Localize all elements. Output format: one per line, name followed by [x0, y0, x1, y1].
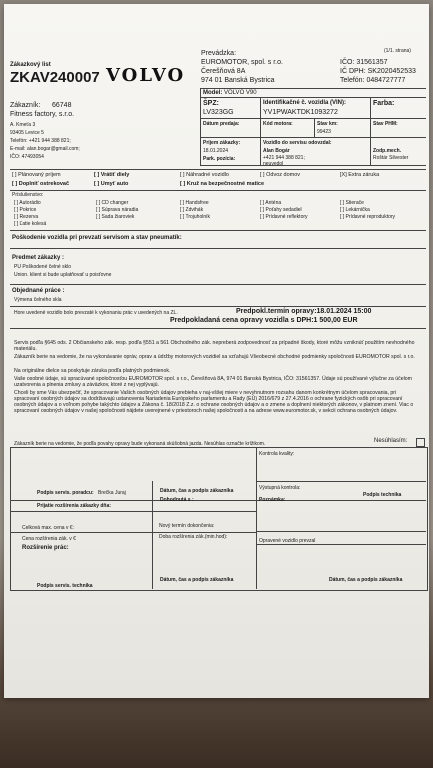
receiver-dic: IČ DPH: SK2020452533: [340, 68, 416, 75]
acc-alloys[interactable]: [ ] Ľatie kolesá: [14, 221, 47, 227]
customer-street: A. Kmeťa 3: [10, 122, 36, 128]
receiver-phone: Telefón: 0484727777: [340, 77, 406, 84]
service-technician-signature-label: Podpis servis. technika: [37, 583, 93, 589]
option-drive-home[interactable]: [ ] Odvoz domov: [260, 172, 301, 178]
customer-id: 66748: [52, 102, 72, 109]
disagree-label: Nesúhlasím:: [374, 438, 408, 444]
receiver-ico: IČO: 31561357: [340, 59, 388, 66]
option-planned-intake[interactable]: [ ] Plánovaný príjem: [12, 172, 61, 178]
customer-date-signature-3: Dátum, čas a podpis zákazníka: [329, 577, 403, 583]
intake-date: 18.01.2024: [203, 148, 229, 154]
technician-signature-label: Podpis technika: [363, 492, 402, 498]
customer-phone: Telefón: +421 944 388 821;: [10, 138, 71, 144]
spz-label: ŠPZ:: [203, 100, 219, 107]
option-refill-washer[interactable]: [ ] Doplniť ostrekovač: [12, 181, 70, 187]
extension-price-label: Cena rozšírenia zák. v €: [22, 536, 76, 542]
acc-spare[interactable]: [ ] Rezerva: [14, 214, 39, 220]
customer-ico: IČO: 47493054: [10, 154, 44, 160]
repair-handover-label: Opravené vozidlo prevzal: [259, 538, 316, 544]
damage-label: Poškodenie vozidla pri prevzatí servisom a stav pneumatík:: [12, 235, 182, 241]
acc-handsfree[interactable]: [ ] Handsfree: [180, 200, 209, 206]
km-value: 99423: [317, 129, 331, 135]
signoff-table: [10, 447, 428, 591]
legal-paragraph-3: Na originálne dielce sa poskytuje záruka podľa platných podmienok.: [14, 368, 171, 374]
customer-date-signature: Dátum, čas a podpis zákazníka: [160, 488, 234, 494]
acc-seat-covers[interactable]: [ ] Poťahy sedadiel: [260, 207, 302, 213]
km-label: Stav km:: [317, 121, 338, 127]
total-price-label: Celková max. cena v €:: [22, 525, 74, 531]
order-number: ZKAV240007: [10, 69, 100, 86]
receiver-street: Čerešňová 8A: [201, 68, 246, 75]
agreed-with-label: Dohodnutá s :: [160, 497, 194, 503]
driver-name: Alan Bogár: [263, 148, 290, 154]
driver-label: Vozidlo do servisu odovzdal:: [263, 140, 332, 146]
legal-paragraph-5: Chceli by sme Vás ubezpečiť, že spracovanie Vašich osobných údajov prebieha v naj-vššej miere v nevyhnutnom rozsahu danom konkrétnym účelom spracovania, pri spracovaní osobných údajov sa dodržiavajú ustanovenia Nariadenia Európskeho parlamentu a Rady (EÚ) 2016/679 z 27.4.2016 o ochrane fyzických osôb pri spracovaní osobných údajov a o voľnom pohybe takýchto údajov a Zákona č. 18/2018 Z.z. o ochrane osobných údajov a o zmene a doplnení niektorých zákonov, v platnom znení. Viac o spracovaní osobných údajov v našej spoločnosti nájdete uverejnené v priestoroch našej spoločnosti a na adrese www.euromotor.sk, v sekcii ochrana osobných údajov.: [14, 390, 414, 415]
subject-line-2: Union. klient si bude uplatňovať u poisťovne: [14, 272, 112, 278]
notes-label: Poznámka:: [259, 497, 286, 503]
accessories-label: Príslušenstvo:: [12, 192, 44, 198]
receiver-name: EUROMOTOR, spol. s r.o.: [201, 59, 283, 66]
acc-first-aid[interactable]: [ ] Lekárnička: [340, 207, 370, 213]
advisor-name: Brečka Juraj: [98, 490, 126, 496]
output-check-label: Výstupná kontrola:: [259, 485, 301, 491]
option-extra-warranty[interactable]: [X] Extra zárukа: [340, 172, 380, 178]
planned-term: Predpokl.termín opravy:18.01.2024 15:00: [236, 308, 372, 315]
option-return-parts[interactable]: [ ] Vrátiť diely: [94, 172, 130, 178]
acc-antenna[interactable]: [ ] Anténa: [260, 200, 282, 206]
disagree-checkbox[interactable]: [416, 438, 425, 447]
responsible-mechanic-label: Zodp.mech.: [373, 148, 402, 154]
spz-value: LV323GG: [203, 109, 234, 116]
option-lock-nut[interactable]: [ ] Kruž na bezpečnostné matice: [180, 181, 265, 187]
acc-jack[interactable]: [ ] Zdvihák: [180, 207, 204, 213]
planned-price: Predpokladaná cena opravy vozidla s DPH:1 500,00 EUR: [170, 317, 358, 324]
model-value: VOLVO V90: [224, 90, 257, 96]
vin-value: YV1PWAKTDK1093272: [263, 109, 338, 116]
customer-label: Zákazník:: [10, 102, 41, 109]
new-term-label: Nový termín dokončenia:: [159, 523, 215, 529]
option-wash-car[interactable]: [ ] Umyť auto: [94, 181, 129, 187]
customer-city: 93405 Levice 5: [10, 130, 44, 136]
extension-scope-label: Rozšírenie prác:: [22, 545, 69, 551]
engine-label: Kód motora:: [263, 121, 293, 127]
customer-date-signature-2: Dátum, čas a podpis zákazníka: [160, 577, 234, 583]
model-label: Model:: [203, 90, 223, 96]
legal-paragraph-4: Vaše osobné údaje, sú spracúvané spoločnosťou EUROMOTOR spol. s r.o., Čerešňová 8A, 974 01 Banská Bystrica, IČO: 31561357. Údaje sú používané výlučne za účelom uzatvorenia a plnenia zmluvy a záväzkov, ktoré z nej vyplývajú.: [14, 376, 412, 389]
vin-label: Identifikačné č. vozidla (VIN):: [263, 100, 347, 106]
color-label: Farba:: [373, 100, 395, 107]
intake-label: Prijem zákazky:: [203, 140, 241, 146]
acc-triangle[interactable]: [ ] Trojuholník: [180, 214, 211, 220]
legal-paragraph-1: Servis podľa §645 ods. 2 Občianskeho zák. resp. podľa §551 a 561 Obchodného zák. nepreberá zodpovednosť za prípadné škody, ktoré môžu vzniknúť použitím nevhodného materiálu.: [14, 340, 415, 353]
handover-note: Hore uvedené vozidlo bolo prevzaté k vykonaniu prác v uvedených na ZL.: [14, 310, 178, 316]
ordered-item: Výmena čelného skla: [14, 297, 62, 303]
receiver-city: 974 01 Banská Bystrica: [201, 77, 275, 84]
driver-note: neuvedol: [263, 161, 284, 167]
acc-bulbs[interactable]: [ ] Sada žiaroviek: [96, 214, 135, 220]
driver-phone: +421 944 388 821;: [263, 155, 305, 161]
ordered-label: Objednané práce :: [12, 288, 65, 294]
acc-wipers[interactable]: [ ] Stierače: [340, 200, 364, 206]
sale-date-label: Dátum predaja:: [203, 121, 240, 127]
responsible-mechanic-name: Roštár Silvester: [373, 155, 409, 161]
advisor-signature-label: Podpis servis. poradcu:: [37, 490, 94, 496]
quality-check-label: Kontrola kvality:: [259, 451, 295, 457]
volvo-logo: VOLVO: [106, 65, 186, 86]
legal-paragraph-2: Zákazník berie na vedomie, že na vykonávanie opráv, oprav a údržby motorových vozidiel sa vzťahujú Všeobecné obchodné podmienky spoločnosti EUROMOTOR spol. s r.o.: [14, 354, 415, 360]
extension-label: Prijatie rozšírenia zákazky dňa:: [37, 503, 111, 509]
acc-toolkit[interactable]: [ ] Súprava náradia: [96, 207, 139, 213]
acc-speakers[interactable]: [ ] Prídavné reproduktory: [340, 214, 396, 220]
form-title: Zákazkový list: [10, 62, 51, 68]
fuel-label: Stav PHM:: [373, 121, 398, 127]
park-position-label: Park. pozícia:: [203, 156, 236, 162]
page-indicator: (1/1. strana): [384, 48, 411, 54]
receiver-label: Prevádzka:: [201, 50, 237, 57]
customer-name: Fitness factory, s.r.o.: [10, 111, 75, 118]
acc-covers[interactable]: [ ] Pokrice: [14, 207, 37, 213]
option-replacement-vehicle[interactable]: [ ] Náhradné vozidlo: [180, 172, 229, 178]
subject-label: Predmet zákazky :: [12, 255, 65, 261]
acc-cd-changer[interactable]: [ ] CD changer: [96, 200, 129, 206]
work-order-sheet: [4, 4, 429, 698]
subject-line-1: PU Poškodené čelné sklo: [14, 264, 71, 270]
extension-duration-label: Doba rozšírenia zák.(min.hod):: [159, 534, 228, 540]
customer-email: E-mail: alan.bogar@gmail.com;: [10, 146, 80, 152]
acc-extra-lights[interactable]: [ ] Prídavné reflektory: [260, 214, 308, 220]
acc-radio[interactable]: [ ] Autorádio: [14, 200, 41, 206]
test-drive-ack: Zákazník berie na vedomie, že podľa povahy opravy bude vykonaná skúšobná jazda. Nesúhlas označte krížikom.: [14, 441, 266, 447]
